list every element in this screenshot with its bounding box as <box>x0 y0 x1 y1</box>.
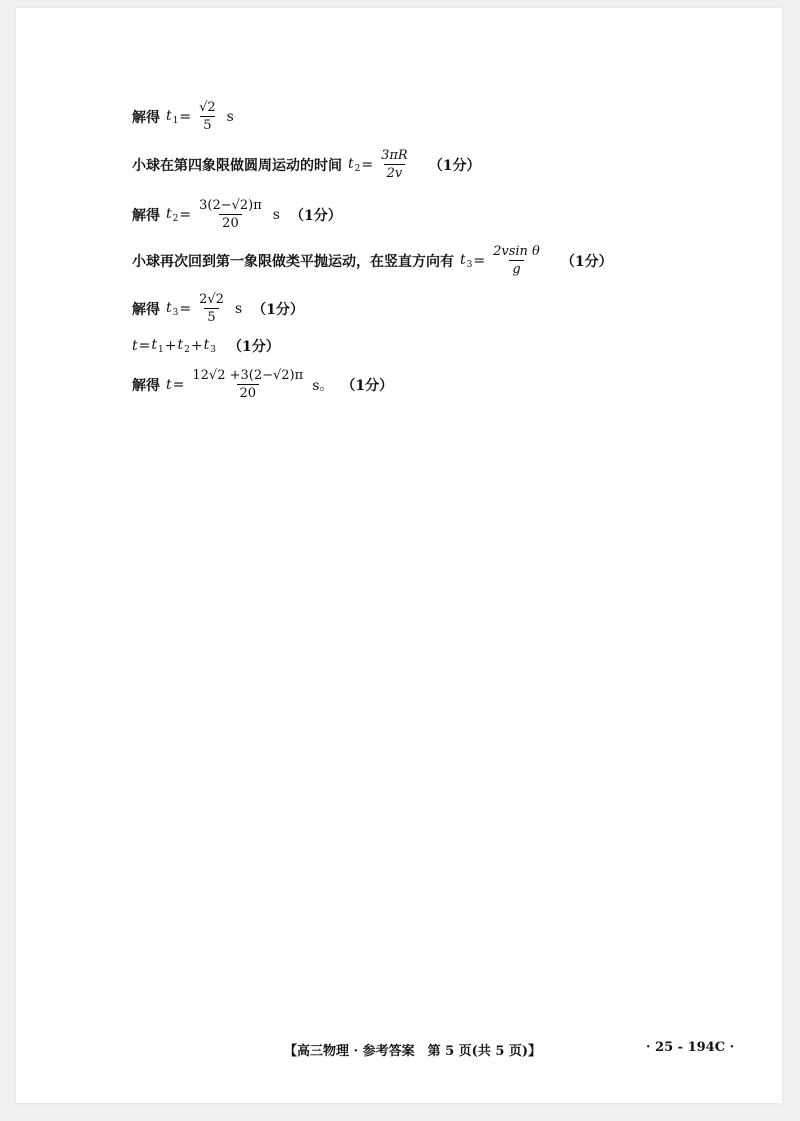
score-label: （1分） <box>560 253 613 270</box>
fraction-numerator: 2vsin θ <box>493 244 540 259</box>
fraction-denominator: 5 <box>204 308 218 325</box>
unit: s <box>226 108 234 125</box>
variable-t: $t_2$ <box>348 155 361 174</box>
fraction <box>196 198 265 231</box>
unit: s <box>234 300 243 317</box>
score-label: （1分） <box>341 377 394 394</box>
fraction-numerator: 2√2 <box>199 292 224 307</box>
fraction-numerator: 3(2−√2)π <box>199 198 262 213</box>
solution-line-t2: 解得 $t_2$ = $\frac{3(2-√2)\pi}{20}$ s （1分） <box>132 198 342 231</box>
variable-t2: $t_2$ <box>177 337 190 355</box>
score-label: （1分） <box>428 157 481 174</box>
fraction-numerator: √2 <box>199 100 216 115</box>
line-prefix: 小球在第四象限做圆周运动的时间 <box>132 157 342 174</box>
score-label: （1分） <box>252 301 304 318</box>
answer-page <box>16 8 782 1103</box>
fraction-denominator: 2v <box>384 164 406 181</box>
fraction <box>378 148 411 181</box>
footer-title: 【高三物理 · 参考答案 第 5 页(共 5 页)】 <box>284 1044 542 1059</box>
line-prefix: 解得 <box>132 109 160 126</box>
fraction-numerator: 12√2 +3(2−√2)π <box>192 368 304 383</box>
final-answer-line: 解得 t = $\frac{12√2 +3(2-√2)\pi}{20}$ s。 （1分） <box>132 368 394 401</box>
variable-t: t <box>166 376 172 393</box>
fraction <box>189 368 306 401</box>
fraction <box>490 244 543 277</box>
fraction-denominator: 20 <box>219 214 242 231</box>
variable-t3: $t_3$ <box>203 337 216 355</box>
variable-t: $t_3$ <box>166 299 179 318</box>
line-prefix: 解得 <box>132 301 160 318</box>
fraction-denominator: g <box>509 260 523 277</box>
variable-t1: $t_1$ <box>151 337 164 355</box>
unit: s <box>272 206 280 223</box>
solution-line-t2-formula: 小球在第四象限做圆周运动的时间 $t_2$ = $\frac{3\pi R}{2v}$ （1分） <box>132 148 481 181</box>
variable-t: $t_3$ <box>460 251 473 270</box>
solution-line-t3: 解得 $t_3$ = $\frac{2√2}{5}$ s （1分） <box>132 292 304 325</box>
variable-t: $t_1$ <box>166 107 179 126</box>
line-prefix: 解得 <box>132 377 160 394</box>
unit: s。 <box>312 377 334 394</box>
score-label: （1分） <box>289 207 342 224</box>
score-label: （1分） <box>227 339 280 355</box>
solution-line-t1: 解得 $t_1$ = $\frac{√2}{5}$ s <box>132 100 234 133</box>
fraction <box>196 100 219 133</box>
fraction <box>196 292 227 325</box>
variable-t: t <box>132 338 138 354</box>
line-prefix: 解得 <box>132 207 160 224</box>
fraction-numerator: 3πR <box>381 148 408 163</box>
fraction-denominator: 5 <box>200 116 214 133</box>
footer-code: · 25 - 194C · <box>646 1040 735 1055</box>
variable-t: $t_2$ <box>166 205 179 224</box>
solution-line-t3-formula: 小球再次回到第一象限做类平抛运动，在竖直方向有 $t_3$ = $\frac{\text{2vsin θ}}{g}$ （1分） <box>132 244 613 277</box>
fraction-denominator: 20 <box>237 384 260 401</box>
sum-equation-line: t = $t_1$ + $t_2$ + $t_3$ （1分） <box>132 337 280 355</box>
line-prefix: 小球再次回到第一象限做类平抛运动，在竖直方向有 <box>132 253 454 270</box>
